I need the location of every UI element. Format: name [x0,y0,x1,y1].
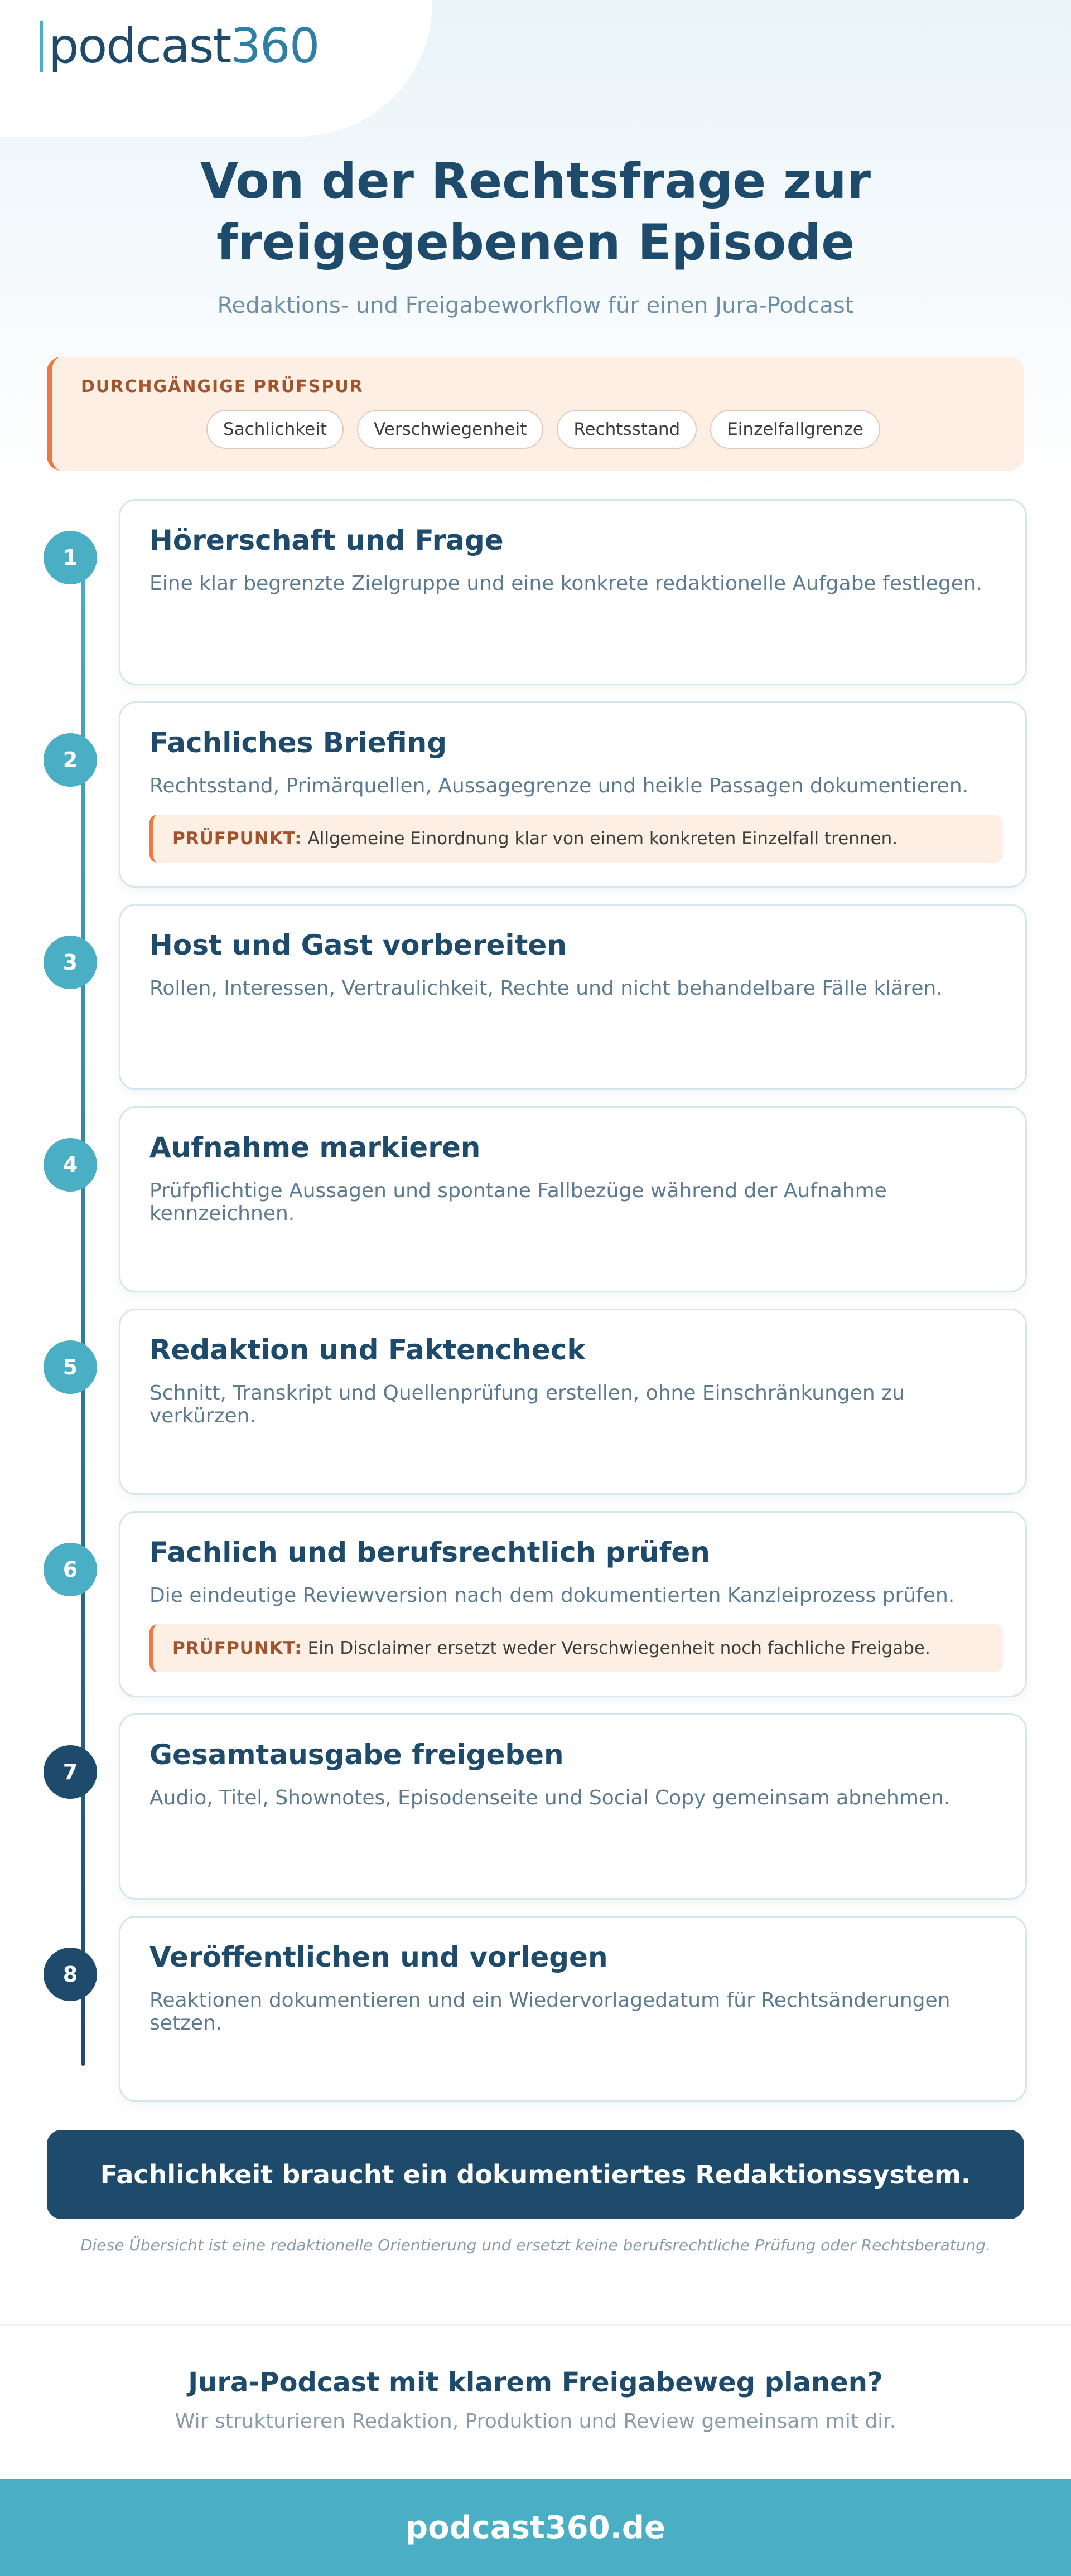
chip-verschwiegenheit: Verschwiegenheit [357,410,543,449]
step-card-5 [119,1309,1027,1495]
step-description: Schnitt, Transkript und Quellenprüfung erstellen, ohne Einschränkungen zu verkürzen. [149,1382,905,1427]
checkpoint-note [149,1624,1003,1672]
checkpoint-text: Ein Disclaimer ersetzt weder Verschwiegenheit noch fachliche Freigabe. [307,1638,930,1658]
disclaimer-text: Diese Übersicht ist eine redaktionelle Orientierung und ersetzt keine berufsrechtliche Prüfung oder Rechtsberatung. [80,2236,991,2254]
step-number-4: 4 [44,1138,97,1192]
summary-banner: Fachlichkeit braucht ein dokumentiertes Redaktionssystem. [47,2130,1024,2219]
step-title: Gesamtausgabe freigeben [149,1739,564,1771]
checkpoint-label: PRÜFPUNKT: [172,1638,302,1658]
step-number-6: 6 [44,1543,97,1596]
audit-trail-chips [206,410,880,449]
step-title: Host und Gast vorbereiten [149,929,567,961]
cta-subtitle: Wir strukturieren Redaktion, Produktion und Review gemeinsam mit dir. [175,2410,896,2433]
page-subtitle: Redaktions- und Freigabeworkflow für einen Jura-Podcast [217,293,854,318]
step-card-6 [119,1511,1027,1697]
step-description: Audio, Titel, Shownotes, Episodenseite und Social Copy gemeinsam abnehmen. [149,1786,951,1809]
logo-word: podcast [49,18,231,74]
audit-trail-label: DURCHGÄNGIGE PRÜFSPUR [81,377,364,396]
step-number-7: 7 [44,1745,97,1799]
cta-title: Jura-Podcast mit klarem Freigabeweg planen? [188,2367,883,2398]
footer-website-link[interactable]: podcast360.de [406,2509,665,2546]
step-title: Hörerschaft und Frage [149,524,504,556]
section-divider [0,2324,1071,2326]
step-card-7 [119,1713,1027,1900]
step-description: Die eindeutige Reviewversion nach dem dokumentierten Kanzleiprozess prüfen. [149,1584,955,1607]
step-number-2: 2 [44,733,97,787]
step-card-8 [119,1916,1027,2102]
audit-trail-box [47,357,1024,471]
page-title-line-2: freigegebenen Episode [216,214,855,271]
step-description: Rollen, Interessen, Vertraulichkeit, Rechte und nicht behandelbare Fälle klären. [149,977,943,1000]
brand-logo[interactable] [40,16,319,77]
step-number-8: 8 [44,1948,97,2001]
footer-bar [0,2479,1071,2576]
step-card-2 [119,701,1027,888]
chip-einzelfallgrenze: Einzelfallgrenze [710,410,880,449]
step-description: Rechtsstand, Primärquellen, Aussagegrenze und heikle Passagen dokumentieren. [149,774,969,797]
checkpoint-label: PRÜFPUNKT: [172,829,302,849]
step-title: Redaktion und Faktencheck [149,1334,586,1366]
chip-rechtsstand: Rechtsstand [557,410,697,449]
checkpoint-note [149,815,1003,863]
step-description: Eine klar begrenzte Zielgruppe und eine konkrete redaktionelle Aufgabe festlegen. [149,572,983,595]
step-card-3 [119,904,1027,1090]
step-title: Veröffentlichen und vorlegen [149,1941,608,1973]
step-title: Aufnahme markieren [149,1131,481,1164]
logo-number: 360 [230,18,319,74]
page-title [0,151,1071,273]
step-description: Prüfpflichtige Aussagen und spontane Fallbezüge während der Aufnahme kennzeichnen. [149,1179,887,1225]
step-card-1 [119,499,1027,685]
step-title: Fachliches Briefing [149,727,447,759]
step-number-1: 1 [44,531,97,584]
step-number-3: 3 [44,936,97,989]
checkpoint-text: Allgemeine Einordnung klar von einem konkreten Einzelfall trennen. [307,829,898,849]
step-description: Reaktionen dokumentieren und ein Wiedervorlagedatum für Rechtsänderungen setzen. [149,1989,951,2035]
chip-sachlichkeit: Sachlichkeit [206,410,344,449]
step-title: Fachlich und berufsrechtlich prüfen [149,1536,710,1568]
logo-bar [40,21,43,72]
page-title-line-1: Von der Rechtsfrage zur [200,152,871,210]
step-number-5: 5 [44,1340,97,1394]
step-card-4 [119,1106,1027,1292]
